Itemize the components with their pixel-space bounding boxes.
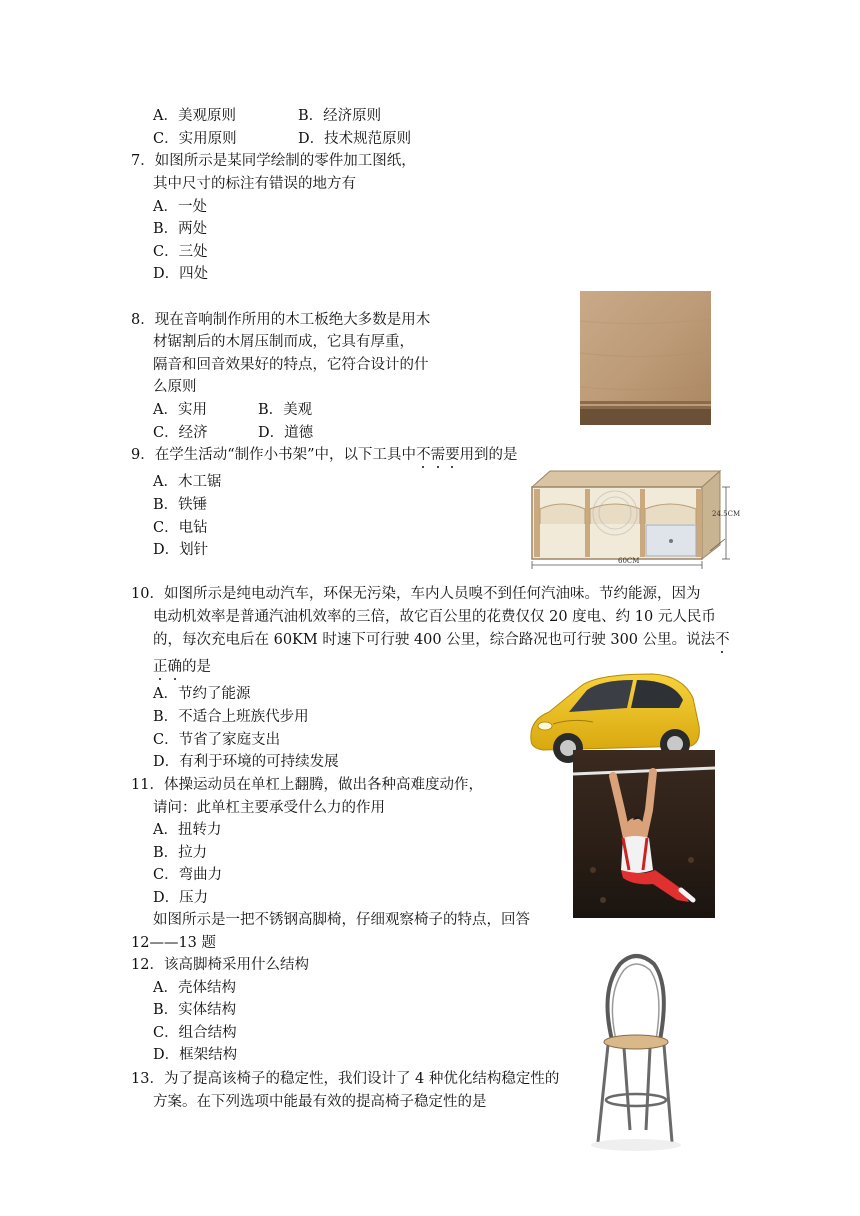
bookshelf-image — [520, 465, 745, 570]
q10-option-d: D．有利于环境的可持续发展 — [153, 754, 339, 770]
q12-option-a: A．壳体结构 — [153, 980, 236, 996]
q6-option-d: D．技术规范原则 — [298, 131, 412, 147]
q8-option-a: A．实用 — [153, 402, 207, 418]
q13-stem-line2: 方案。在下列选项中能最有效的提高椅子稳定性的是 — [153, 1094, 487, 1110]
q9-emphasis-char: 不 — [416, 447, 431, 463]
q10-stem-line4 — [153, 657, 211, 677]
q7-option-c: C．三处 — [153, 244, 208, 260]
q7-option-a: A．一处 — [153, 199, 207, 215]
q10-emphasis-char: 正 — [153, 659, 168, 675]
plywood-board-image — [580, 291, 711, 425]
q9-stem-pre: 9．在学生活动“制作小书架”中，以下工具中 — [131, 447, 417, 463]
q9-emphasis-char: 要 — [445, 447, 460, 463]
q10-option-c: C．节省了家庭支出 — [153, 732, 281, 748]
q12-option-c: C．组合结构 — [153, 1025, 237, 1041]
q6-option-a: A．美观原则 — [153, 108, 236, 124]
q10-emphasis-char: 确 — [167, 659, 182, 675]
gymnast-on-high-bar-image — [573, 750, 715, 918]
q9-option-a: A．木工锯 — [153, 474, 222, 490]
q11-stem-line2: 请问：此单杠主要承受什么力的作用 — [153, 800, 385, 816]
q8-stem-line4: 么原则 — [153, 379, 197, 395]
q10-option-b: B．不适合上班族代步用 — [153, 709, 309, 725]
q8-stem-line1: 8．现在音响制作所用的木工板绝大多数是用木 — [131, 312, 431, 328]
bookshelf-height-label: 24.5CM — [712, 510, 741, 518]
q10-stem-line3 — [153, 630, 730, 650]
q8-option-b: B．美观 — [258, 402, 313, 418]
q7-stem-line2: 其中尺寸的标注有错误的地方有 — [153, 176, 356, 192]
q9-stem — [131, 445, 518, 465]
q11-option-c: C．弯曲力 — [153, 867, 223, 883]
bookshelf-width-label: 60CM — [618, 557, 640, 565]
q11-option-a: A．扭转力 — [153, 822, 222, 838]
q6-option-c: C．实用原则 — [153, 131, 237, 147]
q9-option-b: B．铁锤 — [153, 497, 208, 513]
q7-stem-line1: 7．如图所示是某同学绘制的零件加工图纸， — [131, 153, 416, 169]
q7-option-d: D．四处 — [153, 266, 209, 282]
q13-stem-line1: 13．为了提高该椅子的稳定性，我们设计了 4 种优化结构稳定性的 — [131, 1071, 560, 1087]
q9-option-d: D．划针 — [153, 542, 209, 558]
q11-option-d: D．压力 — [153, 890, 209, 906]
q11-stem-line1: 11．体操运动员在单杠上翻腾，做出各种高难度动作， — [131, 777, 483, 793]
q9-stem-post: 用到的是 — [459, 447, 518, 463]
q9-emphasis-char: 需 — [430, 447, 446, 463]
q10-stem-line2: 电动机效率是普通汽油机效率的三倍，故它百公里的花费仅仅 20 度电、约 10 元人民币 — [153, 609, 716, 625]
q6-option-b: B．经济原则 — [298, 108, 382, 124]
q9-option-c: C．电钻 — [153, 520, 208, 536]
q12-13-intro-line1: 如图所示是一把不锈钢高脚椅，仔细观察椅子的特点，回答 — [153, 912, 530, 928]
q8-option-c: C．经济 — [153, 425, 208, 441]
q12-option-b: B．实体结构 — [153, 1002, 237, 1018]
q7-option-b: B．两处 — [153, 221, 208, 237]
q10-stem-line1: 10．如图所示是纯电动汽车，环保无污染，车内人员嗅不到任何汽油味。节约能源，因为 — [131, 586, 701, 602]
q10-emphasis-char: 不 — [715, 632, 730, 648]
q10-stem-line3-text: 的，每次充电后在 60KM 时速下可行驶 400 公里，综合路况也可行驶 300 公里。说法 — [153, 632, 716, 648]
q12-stem: 12．该高脚椅采用什么结构 — [131, 957, 309, 973]
q12-13-intro-line2: 12——13 题 — [131, 935, 217, 951]
q11-option-b: B．拉力 — [153, 845, 208, 861]
q12-option-d: D．框架结构 — [153, 1047, 238, 1063]
q10-stem-line4-post: 的是 — [182, 659, 211, 675]
q10-option-a: A．节约了能源 — [153, 686, 251, 702]
q8-stem-line2: 材锯割后的木屑压制而成，它具有厚重， — [153, 334, 414, 350]
q8-option-d: D．道德 — [258, 425, 314, 441]
bar-stool-image — [590, 950, 720, 1155]
q8-stem-line3: 隔音和回音效果好的特点，它符合设计的什 — [153, 357, 429, 373]
